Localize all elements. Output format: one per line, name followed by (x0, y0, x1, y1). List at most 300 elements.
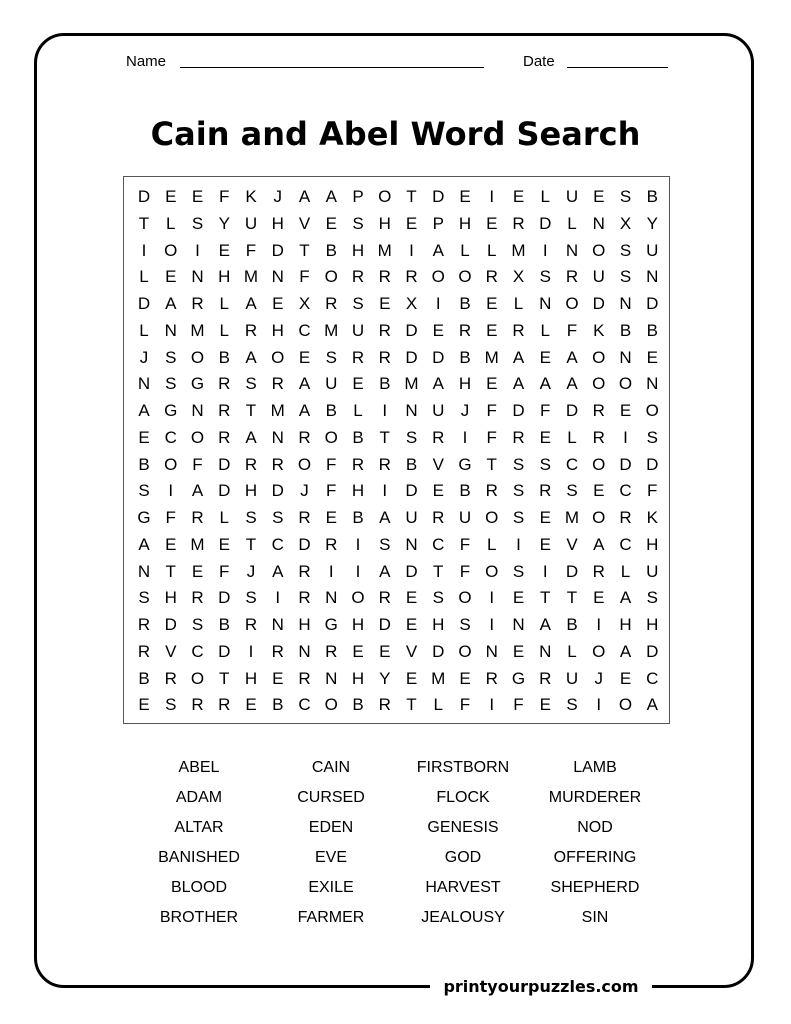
grid-letter[interactable]: A (325, 187, 337, 206)
grid-letter[interactable]: R (432, 427, 445, 447)
grid-letter[interactable]: V (405, 641, 418, 661)
grid-letter[interactable]: S (165, 695, 177, 715)
grid-letter[interactable]: H (458, 374, 472, 394)
grid-letter[interactable]: R (351, 267, 365, 287)
grid-letter[interactable]: O (592, 641, 606, 661)
grid-letter[interactable]: T (433, 561, 444, 581)
grid-letter[interactable]: E (512, 641, 525, 661)
grid-letter[interactable]: E (191, 187, 204, 206)
grid-letter[interactable]: N (539, 641, 552, 661)
grid-letter[interactable]: R (298, 588, 311, 608)
grid-letter[interactable]: D (405, 320, 418, 340)
grid-letter[interactable]: O (592, 454, 606, 474)
grid-letter[interactable]: I (409, 240, 414, 260)
grid-letter[interactable]: R (244, 454, 258, 474)
grid-letter[interactable]: L (460, 240, 470, 260)
grid-letter[interactable]: R (458, 320, 472, 340)
grid-letter[interactable]: N (405, 534, 418, 554)
grid-letter[interactable]: A (298, 374, 311, 394)
grid-letter[interactable]: N (137, 374, 151, 394)
grid-letter[interactable]: R (218, 695, 231, 715)
grid-letter[interactable]: L (219, 294, 229, 313)
grid-letter[interactable]: I (195, 240, 200, 260)
grid-letter[interactable]: B (619, 320, 632, 340)
grid-letter[interactable]: A (245, 294, 257, 313)
grid-letter[interactable]: A (566, 374, 578, 394)
grid-letter[interactable]: K (245, 187, 257, 206)
grid-letter[interactable]: O (190, 427, 205, 447)
grid-letter[interactable]: S (566, 481, 578, 501)
grid-letter[interactable]: X (298, 294, 311, 313)
grid-letter[interactable]: A (138, 401, 150, 420)
grid-letter[interactable]: A (593, 534, 605, 554)
grid-letter[interactable]: D (432, 641, 445, 661)
grid-letter[interactable]: L (219, 320, 229, 340)
grid-letter[interactable]: U (565, 187, 579, 206)
grid-letter[interactable]: F (299, 267, 310, 287)
grid-letter[interactable]: M (243, 267, 259, 287)
grid-letter[interactable]: N (325, 588, 338, 608)
grid-letter[interactable]: C (191, 641, 204, 661)
grid-letter[interactable]: X (619, 213, 632, 233)
grid-letter[interactable]: L (219, 508, 229, 527)
grid-letter[interactable]: L (540, 187, 550, 206)
grid-letter[interactable]: N (565, 240, 579, 260)
grid-letter[interactable]: S (352, 294, 364, 313)
grid-letter[interactable]: E (486, 320, 498, 340)
grid-letter[interactable]: M (324, 320, 339, 340)
grid-letter[interactable]: O (618, 374, 633, 394)
grid-letter[interactable]: A (512, 374, 525, 394)
grid-letter[interactable]: R (298, 561, 311, 581)
grid-letter[interactable]: H (619, 615, 632, 634)
grid-letter[interactable]: Y (646, 213, 658, 233)
grid-letter[interactable]: S (619, 267, 632, 287)
grid-letter[interactable]: D (432, 187, 445, 206)
grid-letter[interactable]: F (459, 695, 471, 715)
grid-letter[interactable]: H (218, 267, 231, 287)
grid-letter[interactable]: D (646, 641, 659, 661)
grid-letter[interactable]: F (486, 401, 497, 420)
grid-letter[interactable]: E (539, 695, 551, 715)
grid-letter[interactable]: F (566, 320, 578, 340)
grid-letter[interactable]: E (405, 615, 418, 634)
grid-letter[interactable]: N (271, 615, 284, 634)
grid-letter[interactable]: F (326, 454, 337, 474)
grid-letter[interactable]: R (592, 401, 605, 420)
grid-letter[interactable]: R (512, 320, 525, 340)
grid-letter[interactable]: E (593, 588, 605, 608)
grid-letter[interactable]: P (352, 187, 364, 206)
grid-letter[interactable]: A (566, 347, 578, 367)
grid-letter[interactable]: O (164, 240, 178, 260)
grid-letter[interactable]: N (619, 347, 632, 367)
grid-letter[interactable]: R (378, 454, 391, 474)
grid-letter[interactable]: R (405, 267, 418, 287)
grid-letter[interactable]: E (405, 588, 418, 608)
grid-letter[interactable]: B (138, 454, 150, 474)
grid-letter[interactable]: L (567, 427, 577, 447)
grid-letter[interactable]: T (165, 561, 176, 581)
grid-letter[interactable]: L (513, 294, 524, 313)
grid-letter[interactable]: B (352, 508, 364, 527)
grid-letter[interactable]: T (379, 427, 390, 447)
grid-letter[interactable]: R (218, 401, 231, 420)
grid-letter[interactable]: B (352, 427, 364, 447)
grid-letter[interactable]: E (165, 534, 177, 554)
grid-letter[interactable]: S (512, 454, 525, 474)
grid-letter[interactable]: V (165, 641, 177, 661)
grid-letter[interactable]: C (619, 481, 632, 501)
grid-letter[interactable]: I (596, 695, 602, 715)
grid-letter[interactable]: D (218, 481, 231, 501)
grid-letter[interactable]: R (512, 213, 525, 233)
grid-letter[interactable]: I (542, 240, 548, 260)
grid-letter[interactable]: L (166, 213, 176, 233)
grid-letter[interactable]: T (245, 534, 257, 554)
grid-letter[interactable]: H (244, 481, 258, 501)
grid-letter[interactable]: D (218, 641, 231, 661)
grid-letter[interactable]: H (298, 615, 311, 634)
grid-letter[interactable]: B (459, 481, 471, 501)
grid-letter[interactable]: E (512, 187, 525, 206)
grid-letter[interactable]: S (325, 347, 337, 367)
grid-letter[interactable]: I (489, 187, 495, 206)
grid-letter[interactable]: O (485, 561, 499, 581)
grid-letter[interactable]: R (137, 641, 151, 661)
grid-letter[interactable]: J (460, 401, 470, 420)
grid-letter[interactable]: D (137, 294, 151, 313)
grid-letter[interactable]: G (164, 401, 178, 420)
grid-letter[interactable]: E (486, 374, 498, 394)
grid-letter[interactable]: O (190, 668, 205, 688)
grid-letter[interactable]: O (164, 454, 178, 474)
grid-letter[interactable]: H (646, 534, 659, 554)
grid-letter[interactable]: F (459, 561, 471, 581)
grid-letter[interactable]: O (351, 588, 365, 608)
grid-letter[interactable]: M (190, 320, 205, 340)
grid-letter[interactable]: D (271, 240, 284, 260)
grid-letter[interactable]: O (324, 695, 338, 715)
grid-letter[interactable]: B (138, 668, 150, 688)
grid-letter[interactable]: A (512, 347, 525, 367)
grid-letter[interactable]: D (378, 615, 391, 634)
grid-letter[interactable]: J (246, 561, 256, 581)
grid-letter[interactable]: E (138, 427, 150, 447)
grid-letter[interactable]: F (245, 240, 257, 260)
grid-letter[interactable]: D (565, 401, 579, 420)
grid-letter[interactable]: I (596, 615, 602, 634)
grid-letter[interactable]: R (191, 294, 204, 313)
grid-letter[interactable]: I (275, 588, 281, 608)
grid-letter[interactable]: O (431, 267, 445, 287)
grid-letter[interactable]: U (325, 374, 338, 394)
grid-letter[interactable]: R (325, 534, 338, 554)
grid-letter[interactable]: R (325, 294, 338, 313)
grid-letter[interactable]: T (486, 454, 497, 474)
grid-letter[interactable]: N (539, 294, 552, 313)
grid-letter[interactable]: E (432, 481, 444, 501)
grid-letter[interactable]: V (298, 213, 311, 233)
grid-letter[interactable]: F (192, 454, 203, 474)
grid-letter[interactable]: L (433, 695, 443, 715)
grid-letter[interactable]: I (489, 615, 495, 634)
grid-letter[interactable]: S (165, 347, 177, 367)
grid-letter[interactable]: H (432, 615, 445, 634)
grid-letter[interactable]: S (138, 588, 150, 608)
grid-letter[interactable]: I (382, 481, 388, 501)
grid-letter[interactable]: A (272, 561, 284, 581)
grid-letter[interactable]: I (248, 641, 254, 661)
grid-letter[interactable]: O (190, 347, 205, 367)
grid-letter[interactable]: E (539, 508, 551, 527)
grid-letter[interactable]: R (378, 320, 391, 340)
grid-letter[interactable]: T (406, 187, 417, 206)
grid-letter[interactable]: N (592, 213, 605, 233)
grid-letter[interactable]: R (485, 481, 498, 501)
grid-letter[interactable]: F (326, 481, 337, 501)
grid-letter[interactable]: T (219, 668, 230, 688)
grid-letter[interactable]: U (565, 668, 579, 688)
grid-letter[interactable]: E (432, 320, 444, 340)
grid-letter[interactable]: S (432, 588, 444, 608)
grid-letter[interactable]: S (191, 615, 204, 634)
grid-letter[interactable]: O (297, 454, 312, 474)
grid-letter[interactable]: B (352, 695, 364, 715)
grid-letter[interactable]: I (435, 294, 441, 313)
grid-letter[interactable]: E (138, 695, 150, 715)
grid-letter[interactable]: B (325, 240, 337, 260)
grid-letter[interactable]: S (512, 508, 525, 527)
grid-letter[interactable]: D (512, 401, 525, 420)
grid-letter[interactable]: F (647, 481, 658, 501)
grid-letter[interactable]: F (459, 534, 471, 554)
grid-letter[interactable]: H (164, 588, 177, 608)
grid-letter[interactable]: M (484, 347, 499, 367)
grid-letter[interactable]: R (298, 508, 311, 527)
grid-letter[interactable]: T (138, 213, 150, 233)
grid-letter[interactable]: R (191, 695, 204, 715)
grid-letter[interactable]: S (512, 561, 525, 581)
grid-letter[interactable]: O (485, 508, 499, 527)
grid-letter[interactable]: A (432, 374, 444, 394)
grid-letter[interactable]: E (379, 641, 391, 661)
grid-letter[interactable]: R (565, 267, 579, 287)
grid-letter[interactable]: R (271, 454, 284, 474)
grid-letter[interactable]: N (164, 320, 177, 340)
grid-letter[interactable]: A (191, 481, 204, 501)
grid-letter[interactable]: E (646, 347, 658, 367)
grid-letter[interactable]: X (405, 294, 418, 313)
grid-letter[interactable]: D (565, 561, 579, 581)
grid-letter[interactable]: R (244, 615, 258, 634)
grid-letter[interactable]: O (592, 347, 606, 367)
grid-letter[interactable]: D (592, 294, 605, 313)
grid-letter[interactable]: O (378, 187, 392, 206)
grid-letter[interactable]: R (351, 347, 365, 367)
grid-letter[interactable]: C (298, 695, 311, 715)
grid-letter[interactable]: D (619, 454, 632, 474)
grid-letter[interactable]: R (378, 347, 391, 367)
grid-letter[interactable]: A (539, 374, 551, 394)
grid-letter[interactable]: N (191, 267, 204, 287)
grid-letter[interactable]: I (328, 561, 334, 581)
grid-letter[interactable]: O (324, 267, 338, 287)
grid-letter[interactable]: R (539, 481, 552, 501)
grid-letter[interactable]: T (245, 401, 257, 420)
grid-letter[interactable]: F (540, 401, 551, 420)
grid-letter[interactable]: O (271, 347, 285, 367)
grid-letter[interactable]: A (298, 187, 311, 206)
grid-letter[interactable]: B (272, 695, 284, 715)
grid-letter[interactable]: E (165, 187, 177, 206)
grid-letter[interactable]: E (405, 213, 418, 233)
grid-letter[interactable]: R (539, 668, 552, 688)
grid-letter[interactable]: T (299, 240, 310, 260)
grid-letter[interactable]: A (539, 615, 551, 634)
grid-letter[interactable]: S (379, 534, 391, 554)
grid-letter[interactable]: N (325, 668, 338, 688)
grid-letter[interactable]: S (352, 213, 364, 233)
grid-letter[interactable]: L (487, 240, 497, 260)
grid-letter[interactable]: S (165, 374, 177, 394)
grid-letter[interactable]: H (378, 213, 391, 233)
grid-letter[interactable]: H (351, 615, 365, 634)
grid-letter[interactable]: Y (218, 213, 230, 233)
grid-letter[interactable]: I (462, 427, 468, 447)
grid-letter[interactable]: E (352, 641, 364, 661)
grid-letter[interactable]: I (489, 695, 495, 715)
grid-letter[interactable]: R (378, 267, 391, 287)
grid-letter[interactable]: M (270, 401, 285, 420)
grid-letter[interactable]: R (619, 508, 632, 527)
grid-letter[interactable]: E (272, 668, 284, 688)
grid-letter[interactable]: M (511, 240, 526, 260)
grid-letter[interactable]: H (244, 668, 258, 688)
grid-letter[interactable]: R (244, 320, 258, 340)
grid-letter[interactable]: I (542, 561, 548, 581)
grid-letter[interactable]: R (592, 561, 605, 581)
grid-letter[interactable]: B (459, 294, 471, 313)
grid-letter[interactable]: E (539, 347, 551, 367)
grid-letter[interactable]: U (244, 213, 258, 233)
grid-letter[interactable]: O (592, 508, 606, 527)
grid-letter[interactable]: S (619, 187, 632, 206)
grid-letter[interactable]: N (191, 401, 204, 420)
grid-letter[interactable]: N (137, 561, 151, 581)
grid-letter[interactable]: D (539, 213, 552, 233)
grid-letter[interactable]: N (271, 267, 284, 287)
grid-letter[interactable]: M (404, 374, 419, 394)
grid-letter[interactable]: E (218, 534, 230, 554)
grid-letter[interactable]: G (511, 668, 526, 688)
grid-letter[interactable]: F (219, 187, 230, 206)
grid-letter[interactable]: H (458, 213, 472, 233)
grid-letter[interactable]: U (592, 267, 605, 287)
grid-letter[interactable]: N (646, 267, 659, 287)
grid-letter[interactable]: S (245, 588, 257, 608)
grid-letter[interactable]: S (245, 508, 257, 527)
grid-letter[interactable]: F (165, 508, 176, 527)
grid-letter[interactable]: S (191, 213, 204, 233)
grid-letter[interactable]: F (219, 561, 230, 581)
grid-letter[interactable]: R (378, 695, 391, 715)
grid-letter[interactable]: C (164, 427, 177, 447)
grid-letter[interactable]: G (190, 374, 205, 394)
grid-letter[interactable]: E (593, 481, 605, 501)
grid-letter[interactable]: D (405, 481, 418, 501)
grid-letter[interactable]: Y (379, 668, 391, 688)
grid-letter[interactable]: E (486, 294, 498, 313)
grid-letter[interactable]: E (512, 588, 525, 608)
grid-letter[interactable]: G (137, 508, 151, 527)
grid-letter[interactable]: E (619, 401, 632, 420)
grid-letter[interactable]: B (218, 615, 230, 634)
grid-letter[interactable]: R (378, 588, 391, 608)
grid-letter[interactable]: R (218, 427, 231, 447)
grid-letter[interactable]: E (619, 668, 632, 688)
grid-letter[interactable]: E (539, 534, 551, 554)
grid-letter[interactable]: R (271, 641, 284, 661)
grid-letter[interactable]: R (137, 615, 151, 634)
grid-letter[interactable]: N (271, 427, 284, 447)
grid-letter[interactable]: J (300, 481, 309, 501)
grid-letter[interactable]: E (459, 187, 471, 206)
grid-letter[interactable]: B (405, 454, 418, 474)
grid-letter[interactable]: M (377, 240, 392, 260)
grid-letter[interactable]: U (646, 240, 659, 260)
grid-letter[interactable]: D (405, 561, 418, 581)
grid-letter[interactable]: S (539, 267, 551, 287)
grid-letter[interactable]: U (458, 508, 472, 527)
grid-letter[interactable]: O (592, 240, 606, 260)
grid-letter[interactable]: A (298, 401, 311, 420)
grid-letter[interactable]: E (165, 267, 177, 287)
grid-letter[interactable]: M (431, 668, 446, 688)
grid-letter[interactable]: O (645, 401, 659, 420)
grid-letter[interactable]: I (168, 481, 174, 501)
grid-letter[interactable]: A (138, 534, 150, 554)
grid-letter[interactable]: L (620, 561, 631, 581)
grid-letter[interactable]: C (619, 534, 632, 554)
grid-letter[interactable]: E (593, 187, 605, 206)
grid-letter[interactable]: F (486, 427, 497, 447)
grid-letter[interactable]: D (432, 347, 445, 367)
grid-letter[interactable]: N (485, 641, 498, 661)
grid-letter[interactable]: B (459, 347, 471, 367)
grid-letter[interactable]: L (139, 267, 149, 287)
grid-letter[interactable]: S (646, 588, 658, 608)
grid-letter[interactable]: R (432, 508, 445, 527)
grid-letter[interactable]: I (355, 561, 361, 581)
grid-letter[interactable]: D (405, 347, 418, 367)
grid-letter[interactable]: H (351, 240, 365, 260)
grid-letter[interactable]: S (272, 508, 284, 527)
grid-letter[interactable]: D (164, 615, 177, 634)
grid-letter[interactable]: N (646, 374, 659, 394)
grid-letter[interactable]: V (432, 454, 444, 474)
grid-letter[interactable]: C (298, 320, 311, 340)
grid-letter[interactable]: D (218, 588, 231, 608)
grid-letter[interactable]: L (487, 534, 497, 554)
grid-letter[interactable]: I (382, 401, 388, 420)
grid-letter[interactable]: X (512, 267, 525, 287)
grid-letter[interactable]: R (164, 668, 177, 688)
grid-letter[interactable]: B (379, 374, 391, 394)
grid-letter[interactable]: F (513, 695, 524, 715)
grid-letter[interactable]: L (567, 641, 577, 661)
grid-letter[interactable]: S (566, 695, 578, 715)
